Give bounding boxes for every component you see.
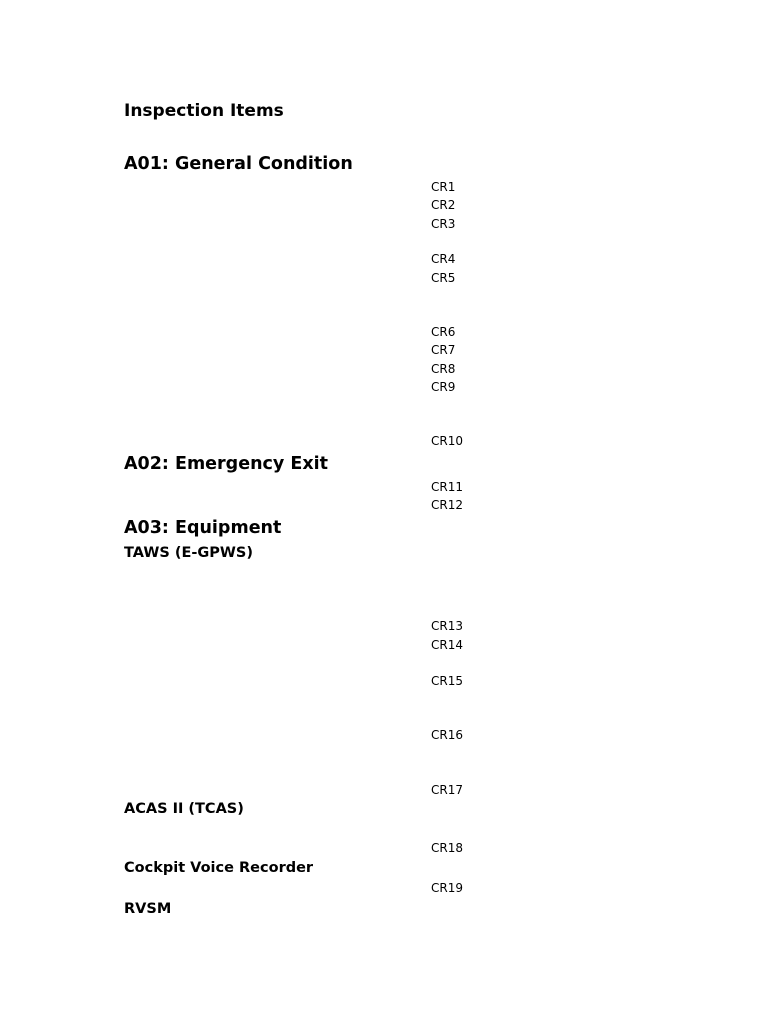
cr-label-13: CR13 [431, 619, 463, 633]
cr-label-1: CR1 [431, 180, 456, 194]
subsection-heading-rvsm: RVSM [124, 901, 172, 917]
cr-label-12: CR12 [431, 498, 463, 512]
cr-label-17: CR17 [431, 783, 463, 797]
section-heading-a01: A01: General Condition [124, 154, 353, 174]
subsection-heading-acas: ACAS II (TCAS) [124, 801, 244, 817]
cr-label-6: CR6 [431, 325, 456, 339]
cr-label-10: CR10 [431, 434, 463, 448]
cr-label-16: CR16 [431, 728, 463, 742]
subsection-heading-cvr: Cockpit Voice Recorder [124, 860, 314, 876]
subsection-heading-taws: TAWS (E-GPWS) [124, 545, 253, 561]
cr-label-5: CR5 [431, 271, 456, 285]
cr-label-11: CR11 [431, 480, 463, 494]
cr-label-4: CR4 [431, 252, 456, 266]
cr-label-9: CR9 [431, 380, 456, 394]
cr-label-2: CR2 [431, 198, 456, 212]
cr-label-18: CR18 [431, 841, 463, 855]
cr-label-8: CR8 [431, 362, 456, 376]
cr-label-7: CR7 [431, 343, 456, 357]
section-heading-a03: A03: Equipment [124, 518, 282, 538]
section-heading-a02: A02: Emergency Exit [124, 454, 329, 474]
cr-label-19: CR19 [431, 881, 463, 895]
cr-label-15: CR15 [431, 674, 463, 688]
document-title: Inspection Items [124, 101, 284, 121]
cr-label-14: CR14 [431, 638, 463, 652]
cr-label-3: CR3 [431, 217, 456, 231]
